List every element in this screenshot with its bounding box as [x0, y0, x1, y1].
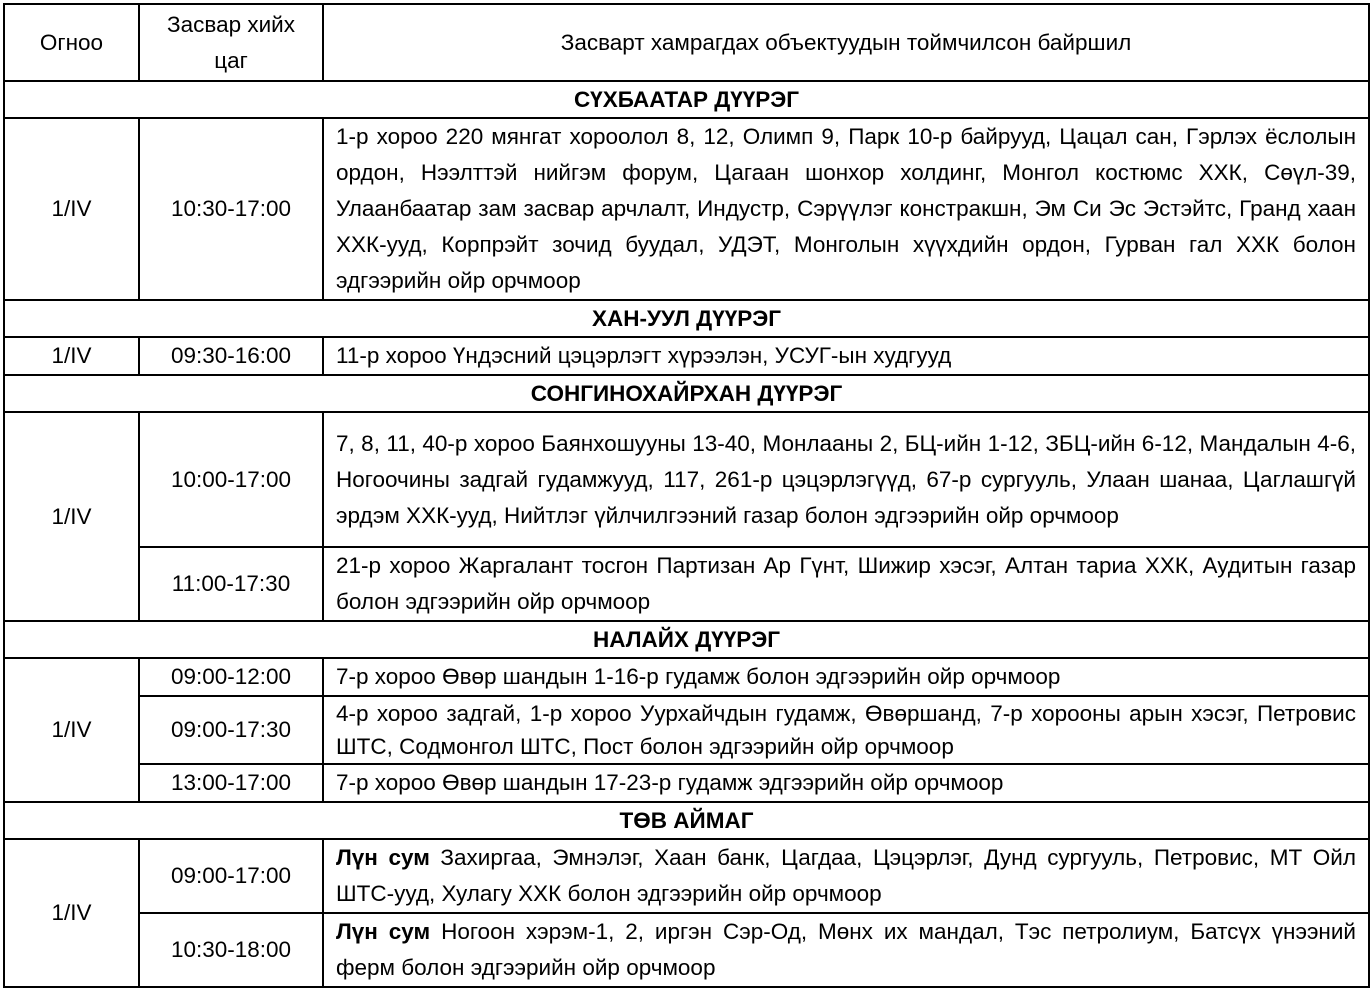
- location-cell: 21-р хороо Жаргалант тосгон Партизан Ар Гүнт, Шижир хэсэг, Алтан тариа ХХК, Аудитын газар болон эдгээрийн ойр орчмоор: [323, 547, 1369, 621]
- region-title: СҮХБААТАР ДҮҮРЭГ: [4, 81, 1369, 118]
- location-cell: 7-р хороо Өвөр шандын 1-16-р гудамж болон эдгээрийн ойр орчмоор: [323, 658, 1369, 696]
- date-cell: 1/IV: [4, 337, 139, 375]
- table-row: [4, 412, 1369, 547]
- location-cell: [323, 839, 1369, 913]
- region-title: ХАН-УУЛ ДҮҮРЭГ: [4, 300, 1369, 337]
- column-header-date: Огноо: [4, 4, 139, 81]
- table-row: [4, 547, 1369, 621]
- column-header-location: Засварт хамрагдах объектуудын тоймчилсон байршил: [323, 4, 1369, 81]
- date-cell: 1/IV: [4, 658, 139, 802]
- location-cell: 11-р хороо Үндэсний цэцэрлэгт хүрээлэн, УСУГ-ын худгууд: [323, 337, 1369, 375]
- time-cell: 10:00-17:00: [139, 412, 323, 547]
- table-row: [4, 118, 1369, 300]
- time-cell: 13:00-17:00: [139, 764, 323, 802]
- table-row: [4, 337, 1369, 375]
- location-text: Ногоон хэрэм-1, 2, иргэн Сэр-Од, Мөнх их мандал, Тэс петролиум, Батсүх үнээний ферм болон эдгээрийн ойр орчмоор: [336, 919, 1356, 980]
- time-cell: 09:00-12:00: [139, 658, 323, 696]
- table-header-row: [4, 4, 1369, 81]
- location-cell: 7-р хороо Өвөр шандын 17-23-р гудамж эдгээрийн ойр орчмоор: [323, 764, 1369, 802]
- table-row: [4, 764, 1369, 802]
- table-row: [4, 913, 1369, 987]
- table-row: [4, 658, 1369, 696]
- time-cell: 10:30-18:00: [139, 913, 323, 987]
- sum-name: Лүн сум: [336, 919, 431, 944]
- outage-schedule-table: [3, 3, 1370, 988]
- time-cell: 10:30-17:00: [139, 118, 323, 300]
- time-cell: 09:00-17:00: [139, 839, 323, 913]
- region-header-row: [4, 81, 1369, 118]
- time-cell: 09:30-16:00: [139, 337, 323, 375]
- region-title: ТӨВ АЙМАГ: [4, 802, 1369, 839]
- time-cell: 09:00-17:30: [139, 696, 323, 764]
- table-row: [4, 839, 1369, 913]
- location-cell: 7, 8, 11, 40-р хороо Баянхошууны 13-40, Монлааны 2, БЦ-ийн 1-12, ЗБЦ-ийн 6-12, Мандалын 4-6, Ногоочины задгай гудамжууд, 117, 261-р цэцэрлэгүүд, 67-р сургууль, Улаан шанаа, Цаглашгүй эрдэм ХХК-ууд, Нийтлэг үйлчилгээний газар болон эдгээрийн ойр орчмоор: [323, 412, 1369, 547]
- location-cell: 1-р хороо 220 мянгат хороолол 8, 12, Олимп 9, Парк 10-р байрууд, Цацал сан, Гэрлэх ёслолын ордон, Нээлттэй нийгэм форум, Цагаан шонхор холдинг, Монгол костюмс ХХК, Сөүл-39, Улаанбаатар зам засвар арчлалт, Индустр, Сэрүүлэг констракшн, Эм Си Эс Эстэйтс, Гранд хаан ХХК-ууд, Корпрэйт зочид буудал, УДЭТ, Монголын хүүхдийн ордон, Гурван гал ХХК болон эдгээрийн ойр орчмоор: [323, 118, 1369, 300]
- region-title: НАЛАЙХ ДҮҮРЭГ: [4, 621, 1369, 658]
- location-cell: 4-р хороо задгай, 1-р хороо Уурхайчдын гудамж, Өвөршанд, 7-р хорооны арын хэсэг, Петровис ШТС, Содмонгол ШТС, Пост болон эдгээрийн ойр орчмоор: [323, 696, 1369, 764]
- region-header-row: [4, 802, 1369, 839]
- region-title: СОНГИНОХАЙРХАН ДҮҮРЭГ: [4, 375, 1369, 412]
- table-row: [4, 696, 1369, 764]
- region-header-row: [4, 621, 1369, 658]
- region-header-row: [4, 375, 1369, 412]
- column-header-time: Засвар хийх цаг: [139, 4, 323, 81]
- region-header-row: [4, 300, 1369, 337]
- date-cell: 1/IV: [4, 412, 139, 621]
- location-text: Захиргаа, Эмнэлэг, Хаан банк, Цагдаа, Цэцэрлэг, Дунд сургууль, Петровис, МТ Ойл ШТС-ууд, Хулагу ХХК болон эдгээрийн ойр орчмоор: [336, 845, 1356, 906]
- sum-name: Лүн сум: [336, 845, 430, 870]
- time-cell: 11:00-17:30: [139, 547, 323, 621]
- date-cell: 1/IV: [4, 118, 139, 300]
- date-cell: 1/IV: [4, 839, 139, 987]
- location-cell: [323, 913, 1369, 987]
